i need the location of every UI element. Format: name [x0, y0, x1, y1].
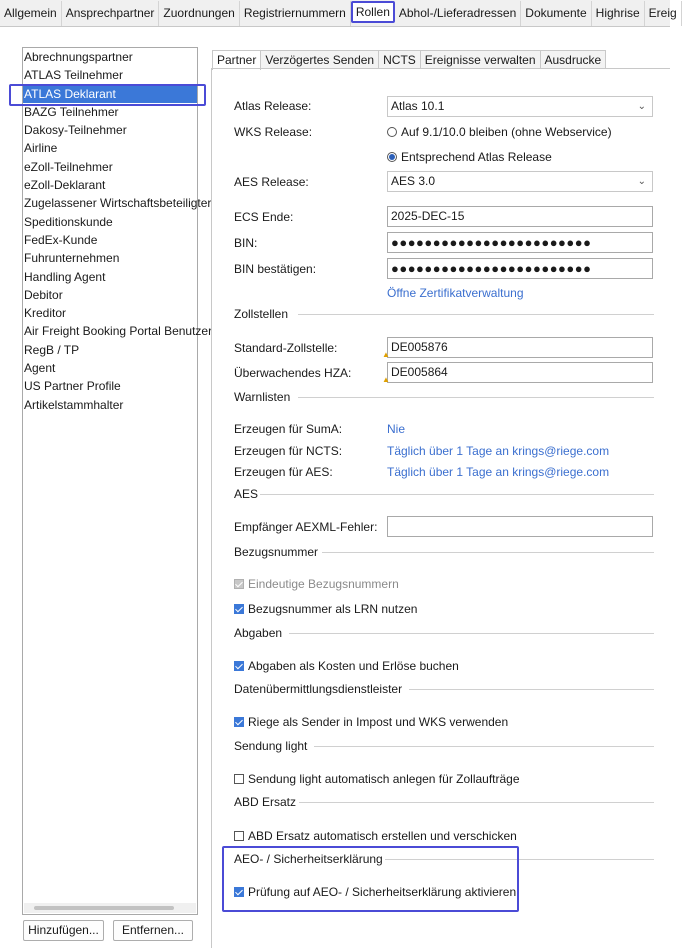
ncts-link[interactable]: Täglich über 1 Tage an krings@riege.com [387, 444, 610, 458]
standard-zollstelle-label: Standard-Zollstelle: [234, 341, 338, 355]
aes-release-value: AES 3.0 [391, 174, 436, 188]
ecs-end-input[interactable]: 2025-DEC-15 [387, 206, 653, 227]
atlas-release-value: Atlas 10.1 [391, 99, 445, 113]
bin-confirm-label: BIN bestätigen: [234, 262, 317, 276]
ref-as-lrn-checkbox[interactable] [234, 602, 417, 616]
aexml-label: Empfänger AEXML-Fehler: [234, 520, 378, 534]
zollstellen-section-title: Zollstellen [234, 307, 289, 321]
section-divider [299, 802, 654, 803]
role-list-item[interactable]: Debitor [24, 287, 63, 302]
warning-icon: ▲ [382, 375, 390, 384]
partner-panel [211, 68, 670, 948]
radio-selected-icon [387, 152, 397, 162]
section-divider [322, 552, 654, 553]
abgaben-label: Abgaben als Kosten und Erlöse buchen [248, 659, 459, 673]
checkbox-icon [234, 579, 244, 589]
sendung-light-checkbox[interactable] [234, 772, 520, 786]
wks-option-stay[interactable] [387, 125, 612, 139]
atlas-release-label: Atlas Release: [234, 99, 312, 113]
tab-allgemein[interactable]: Allgemein [0, 1, 62, 26]
aeo-label: Prüfung auf AEO- / Sicherheitserklärung aktivieren [248, 885, 517, 899]
role-list-item[interactable]: US Partner Profile [24, 379, 121, 394]
riege-sender-checkbox[interactable] [234, 715, 508, 729]
checkbox-icon [234, 717, 244, 727]
aes-section-title: AES [234, 487, 259, 501]
riege-sender-label: Riege als Sender in Impost und WKS verwenden [248, 715, 509, 729]
role-list-item[interactable]: Dakosy-Teilnehmer [24, 123, 127, 138]
aes-generate-label: Erzeugen für AES: [234, 465, 333, 479]
standard-zollstelle-input[interactable]: DE005876 [387, 337, 653, 358]
certificate-manager-link[interactable]: Öffne Zertifikatverwaltung [387, 286, 524, 300]
role-list-item[interactable]: Speditionskunde [24, 214, 113, 229]
checkbox-icon [234, 831, 244, 841]
ncts-label: Erzeugen für NCTS: [234, 444, 343, 458]
abgaben-checkbox[interactable] [234, 659, 459, 673]
aes-release-label: AES Release: [234, 175, 309, 189]
role-list-item[interactable]: BAZG Teilnehmer [24, 104, 119, 119]
checkbox-icon [234, 661, 244, 671]
abd-checkbox[interactable] [234, 829, 517, 843]
checkbox-icon [234, 887, 244, 897]
radio-icon [387, 127, 397, 137]
hza-input[interactable]: DE005864 [387, 362, 653, 383]
role-list-item[interactable]: eZoll-Deklarant [24, 178, 106, 193]
chevron-down-icon: ⌄ [637, 101, 646, 112]
subtab-partner[interactable]: Partner [212, 50, 261, 70]
ref-as-lrn-label: Bezugsnummer als LRN nutzen [248, 602, 418, 616]
section-divider [298, 397, 654, 398]
section-divider [314, 746, 654, 747]
bezugsnummer-section-title: Bezugsnummer [234, 545, 319, 559]
subtab-ncts[interactable]: NCTS [378, 50, 421, 69]
sendung-light-section-title: Sendung light [234, 739, 308, 753]
role-list-item[interactable]: Fuhrunternehmen [24, 251, 120, 266]
wks-release-label: WKS Release: [234, 125, 313, 139]
role-list-item[interactable]: Handling Agent [24, 269, 106, 284]
role-list[interactable] [22, 47, 213, 915]
sendung-light-label: Sendung light automatisch anlegen für Zollaufträge [248, 772, 520, 786]
wks-option-atlas-label: Entsprechend Atlas Release [401, 150, 552, 164]
aexml-input[interactable] [387, 516, 653, 537]
role-list-item[interactable]: Kreditor [24, 306, 67, 321]
horizontal-scrollbar[interactable] [24, 903, 196, 913]
aeo-section-title: AEO- / Sicherheitserklärung [234, 852, 383, 866]
hza-label: Überwachendes HZA: [234, 366, 352, 380]
tab-ereig[interactable]: Ereig [645, 1, 682, 26]
ecs-end-label: ECS Ende: [234, 210, 294, 224]
aes-generate-link[interactable]: Täglich über 1 Tage an krings@riege.com [387, 465, 610, 479]
role-list-item[interactable]: Zugelassener Wirtschaftsbeteiligter [24, 196, 212, 211]
top-tab-bar [0, 0, 677, 27]
bin-password-input[interactable]: ●●●●●●●●●●●●●●●●●●●●●●●● [387, 232, 653, 253]
section-divider [298, 314, 654, 315]
role-list-item[interactable]: Abrechnungspartner [24, 50, 133, 64]
bin-confirm-password-input[interactable]: ●●●●●●●●●●●●●●●●●●●●●●●● [387, 258, 653, 279]
wks-option-stay-label: Auf 9.1/10.0 bleiben (ohne Webservice) [401, 125, 612, 139]
section-divider [289, 633, 654, 634]
dienstleister-section-title: Datenübermittlungsdienstleister [234, 682, 403, 696]
unique-ref-label: Eindeutige Bezugsnummern [248, 577, 399, 591]
aes-release-select[interactable] [387, 171, 653, 192]
suma-label: Erzeugen für SumA: [234, 422, 343, 436]
role-list-item[interactable]: ATLAS Deklarant [23, 85, 197, 103]
section-divider [385, 859, 654, 860]
tab-ansprechpartner[interactable]: Ansprechpartner [62, 1, 160, 26]
remove-role-button[interactable]: Entfernen... [113, 920, 193, 941]
section-divider [260, 494, 654, 495]
tab-abhol-lieferadressen[interactable]: Abhol-/Lieferadressen [395, 1, 521, 26]
role-list-item[interactable]: Air Freight Booking Portal Benutzer [24, 324, 213, 339]
tab-dokumente[interactable]: Dokumente [521, 1, 591, 26]
section-divider [409, 689, 654, 690]
role-list-item[interactable]: eZoll-Teilnehmer [24, 159, 113, 174]
tab-zuordnungen[interactable]: Zuordnungen [159, 1, 239, 26]
wks-option-atlas[interactable] [387, 150, 552, 164]
tab-rollen[interactable]: Rollen [351, 1, 395, 23]
aeo-checkbox[interactable] [234, 885, 516, 899]
role-list-item[interactable]: RegB / TP [24, 342, 80, 357]
abd-label: ABD Ersatz automatisch erstellen und verschicken [248, 829, 517, 843]
unique-ref-checkbox[interactable] [234, 577, 399, 591]
add-role-button[interactable]: Hinzufügen... [23, 920, 104, 941]
suma-link[interactable]: Nie [387, 422, 406, 436]
role-list-item[interactable]: Airline [24, 141, 58, 156]
warnlisten-section-title: Warnlisten [234, 390, 291, 404]
checkbox-icon [234, 604, 244, 614]
role-list-item[interactable]: FedEx-Kunde [24, 232, 98, 247]
subtab-ausdrucke[interactable]: Ausdrucke [540, 50, 607, 69]
role-list-item[interactable]: Agent [24, 361, 56, 376]
role-list-item[interactable]: Artikelstammhalter [24, 397, 124, 412]
checkbox-icon [234, 774, 244, 784]
role-list-item[interactable]: ATLAS Teilnehmer [24, 68, 123, 83]
scrollbar-thumb[interactable] [34, 906, 174, 910]
tab-registriernummern[interactable]: Registriernummern [240, 1, 351, 26]
tab-highrise[interactable]: Highrise [592, 1, 645, 26]
subtab-verz-gertes-senden[interactable]: Verzögertes Senden [260, 50, 379, 69]
sub-tab-bar [212, 50, 605, 69]
bin-label: BIN: [234, 236, 258, 250]
abd-section-title: ABD Ersatz [234, 795, 297, 809]
chevron-down-icon: ⌄ [637, 176, 646, 187]
abgaben-section-title: Abgaben [234, 626, 283, 640]
warning-icon: ▲ [382, 350, 390, 359]
atlas-release-select[interactable] [387, 96, 653, 117]
subtab-ereignisse-verwalten[interactable]: Ereignisse verwalten [420, 50, 541, 69]
